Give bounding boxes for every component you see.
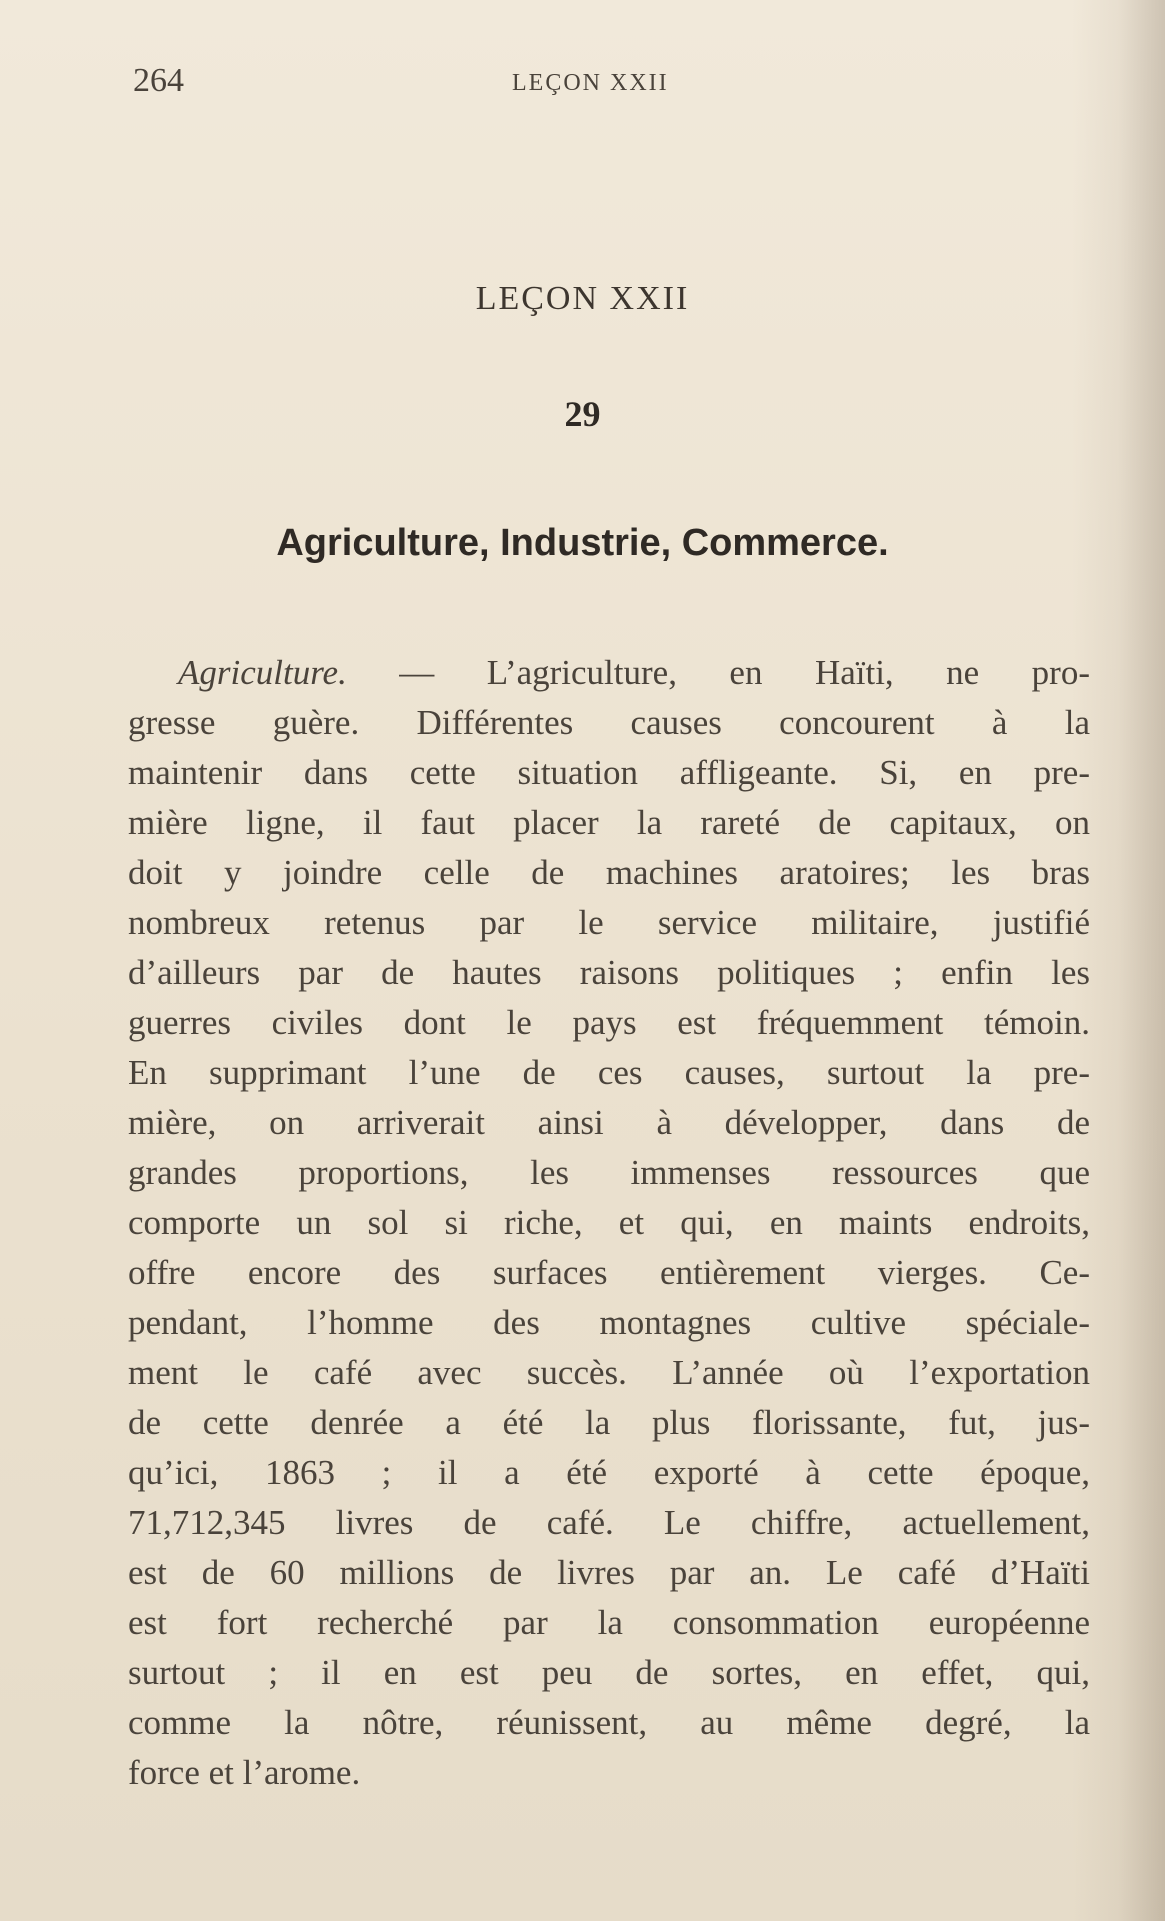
text-line: En supprimant l’une de ces causes, surtout la pre- [128,1053,1090,1092]
text-line: surtout ; il en est peu de sortes, en effet, qui, [128,1653,1090,1692]
text-line [128,648,1090,698]
text-line: d’ailleurs par de hautes raisons politiques ; enfin les [128,953,1090,992]
text-line: 71,712,345 livres de café. Le chiffre, actuellement, [128,1503,1090,1542]
text-line: guerres civiles dont le pays est fréquemment témoin. [128,1003,1090,1042]
text-line: force et l’arome. [128,1753,361,1792]
text-line: comme la nôtre, réunissent, au même degré, la [128,1703,1090,1742]
running-title: LEÇON XXII [512,70,669,96]
page-number: 264 [133,62,184,99]
text-line: qu’ici, 1863 ; il a été exporté à cette époque, [128,1453,1090,1492]
text-line: mière ligne, il faut placer la rareté de capitaux, on [128,803,1090,842]
text-line: maintenir dans cette situation affligeante. Si, en pre- [128,753,1090,792]
body-paragraph [128,648,1090,1798]
text-line: gresse guère. Différentes causes concourent à la [128,703,1090,742]
lesson-number: 29 [564,394,601,434]
lesson-title: LEÇON XXII [475,280,690,317]
text-line: mière, on arriverait ainsi à développer, dans de [128,1103,1090,1142]
text-line: pendant, l’homme des montagnes cultive spéciale- [128,1303,1090,1342]
text-line: nombreux retenus par le service militaire, justifié [128,903,1090,942]
running-head [0,62,1165,112]
text-line: ment le café avec succès. L’année où l’exportation [128,1353,1090,1392]
text-line: offre encore des surfaces entièrement vierges. Ce- [128,1253,1090,1292]
text-line: est de 60 millions de livres par an. Le café d’Haïti [128,1553,1090,1592]
lead-term: Agriculture. [178,653,347,692]
text-line: de cette denrée a été la plus florissante, fut, jus- [128,1403,1090,1442]
text-line: grandes proportions, les immenses ressources que [128,1153,1090,1192]
text-line: doit y joindre celle de machines aratoires; les bras [128,853,1090,892]
line-text: — L’agriculture, en Haïti, ne pro- [346,653,1090,692]
text-line: comporte un sol si riche, et qui, en maints endroits, [128,1203,1090,1242]
text-line: est fort recherché par la consommation européenne [128,1603,1090,1642]
chapter-title: Agriculture, Industrie, Commerce. [276,522,889,564]
